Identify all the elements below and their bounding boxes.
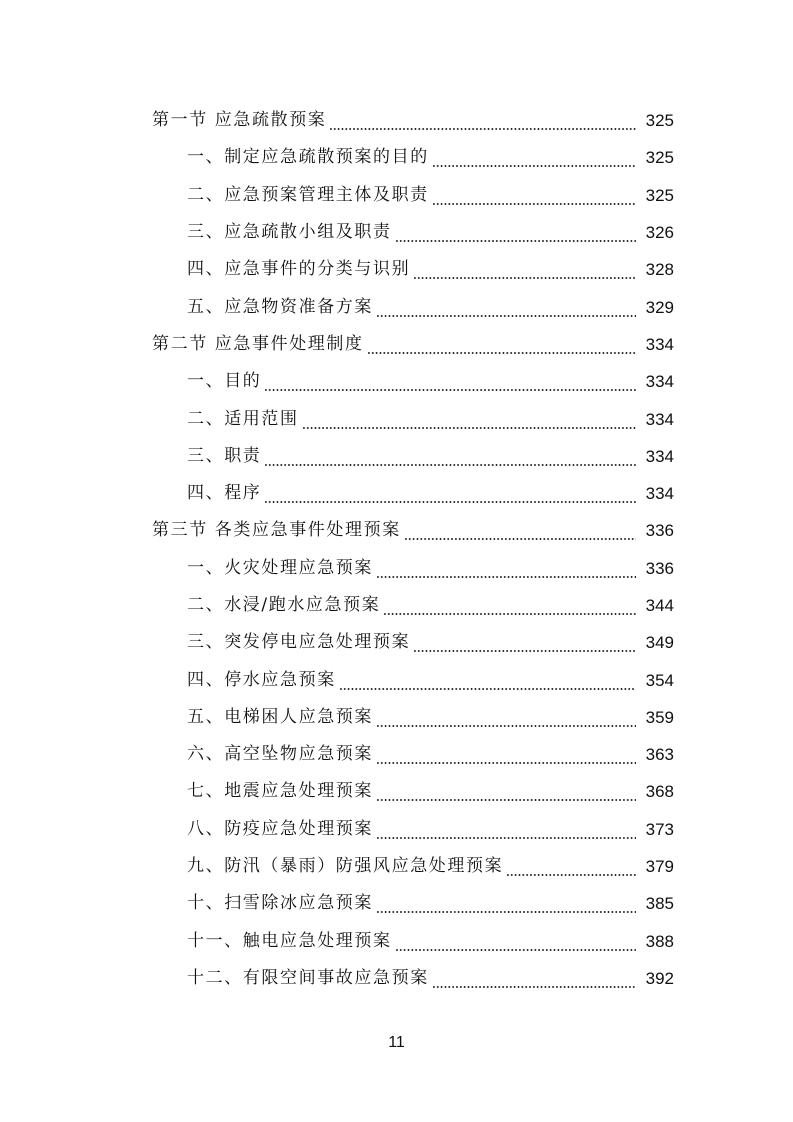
toc-entry-page-number: 359: [645, 707, 674, 727]
toc-subsection-entry[interactable]: [0, 923, 793, 960]
toc-subsection-entry[interactable]: [0, 661, 793, 698]
toc-dot-leader: [339, 673, 636, 691]
toc-entry-page-number: 336: [645, 558, 674, 578]
toc-entry-title: 四、停水应急预案: [187, 669, 336, 690]
toc-dot-leader: [404, 523, 636, 541]
toc-dot-leader: [413, 635, 636, 653]
toc-entry-page-number: 373: [645, 819, 674, 839]
toc-dot-leader: [383, 598, 636, 616]
toc-subsection-entry[interactable]: [0, 736, 793, 773]
toc-subsection-entry[interactable]: [0, 885, 793, 922]
toc-entry-page-number: 336: [645, 521, 674, 541]
toc-subsection-entry[interactable]: [0, 587, 793, 624]
toc-dot-leader: [376, 896, 636, 914]
toc-dot-leader: [329, 113, 636, 131]
toc-section-entry[interactable]: [0, 102, 793, 139]
toc-dot-leader: [376, 710, 636, 728]
toc-entry-page-number: 325: [645, 185, 674, 205]
toc-subsection-entry[interactable]: [0, 139, 793, 176]
toc-entry-title: 五、应急物资准备方案: [187, 296, 373, 317]
toc-entry-page-number: 392: [645, 968, 674, 988]
toc-dot-leader: [432, 188, 636, 206]
toc-entry-title: 七、地震应急处理预案: [187, 781, 373, 802]
table-of-contents: [0, 102, 793, 997]
toc-entry-page-number: 334: [645, 446, 674, 466]
toc-entry-page-number: 354: [645, 670, 674, 690]
toc-dot-leader: [376, 822, 636, 840]
toc-entry-title: 一、目的: [187, 371, 262, 392]
toc-subsection-entry[interactable]: [0, 438, 793, 475]
toc-entry-title: 三、突发停电应急处理预案: [187, 632, 411, 653]
toc-subsection-entry[interactable]: [0, 773, 793, 810]
toc-entry-title: 五、电梯困人应急预案: [187, 706, 373, 727]
toc-entry-page-number: 334: [645, 372, 674, 392]
toc-entry-page-number: 325: [645, 148, 674, 168]
toc-entry-title: 六、高空坠物应急预案: [187, 744, 373, 765]
toc-entry-title: 第三节 各类应急事件处理预案: [152, 520, 401, 541]
toc-entry-page-number: 334: [645, 334, 674, 354]
toc-entry-title: 二、适用范围: [187, 408, 299, 429]
toc-subsection-entry[interactable]: [0, 214, 793, 251]
toc-section-entry[interactable]: [0, 326, 793, 363]
toc-entry-title: 十、扫雪除冰应急预案: [187, 893, 373, 914]
toc-entry-page-number: 329: [645, 297, 674, 317]
toc-dot-leader: [376, 784, 636, 802]
page-number: 11: [388, 1034, 405, 1051]
toc-dot-leader: [432, 150, 636, 168]
toc-dot-leader: [264, 374, 636, 392]
toc-dot-leader: [376, 561, 636, 579]
toc-subsection-entry[interactable]: [0, 251, 793, 288]
toc-dot-leader: [302, 412, 636, 430]
toc-dot-leader: [395, 225, 636, 243]
toc-dot-leader: [506, 859, 636, 877]
toc-dot-leader: [264, 486, 636, 504]
toc-subsection-entry[interactable]: [0, 550, 793, 587]
toc-subsection-entry[interactable]: [0, 400, 793, 437]
toc-dot-leader: [264, 449, 636, 467]
toc-subsection-entry[interactable]: [0, 960, 793, 997]
toc-subsection-entry[interactable]: [0, 624, 793, 661]
toc-subsection-entry[interactable]: [0, 363, 793, 400]
toc-entry-page-number: 368: [645, 782, 674, 802]
toc-subsection-entry[interactable]: [0, 811, 793, 848]
toc-entry-title: 十一、触电应急处理预案: [187, 930, 392, 951]
toc-entry-page-number: 334: [645, 484, 674, 504]
toc-section-entry[interactable]: [0, 512, 793, 549]
toc-subsection-entry[interactable]: [0, 699, 793, 736]
toc-entry-page-number: 325: [645, 111, 674, 131]
toc-entry-page-number: 385: [645, 894, 674, 914]
toc-entry-page-number: 379: [645, 857, 674, 877]
toc-subsection-entry[interactable]: [0, 475, 793, 512]
toc-entry-page-number: 326: [645, 223, 674, 243]
toc-entry-title: 十二、有限空间事故应急预案: [187, 967, 429, 988]
toc-entry-title: 三、职责: [187, 445, 262, 466]
toc-dot-leader: [413, 262, 636, 280]
toc-dot-leader: [376, 747, 636, 765]
toc-subsection-entry[interactable]: [0, 177, 793, 214]
toc-entry-page-number: 388: [645, 931, 674, 951]
toc-dot-leader: [395, 934, 636, 952]
toc-entry-title: 二、水浸/跑水应急预案: [187, 595, 381, 615]
toc-entry-title: 九、防汛（暴雨）防强风应急处理预案: [187, 856, 504, 877]
toc-entry-title: 二、应急预案管理主体及职责: [187, 184, 429, 205]
toc-dot-leader: [367, 337, 636, 355]
toc-entry-page-number: 334: [645, 409, 674, 429]
toc-entry-page-number: 363: [645, 745, 674, 765]
toc-dot-leader: [376, 300, 636, 318]
toc-entry-title: 三、应急疏散小组及职责: [187, 222, 392, 243]
toc-entry-title: 第一节 应急疏散预案: [152, 110, 327, 131]
toc-entry-page-number: 328: [645, 260, 674, 280]
toc-entry-page-number: 349: [645, 633, 674, 653]
toc-subsection-entry[interactable]: [0, 848, 793, 885]
toc-entry-page-number: 344: [645, 596, 674, 615]
toc-entry-title: 八、防疫应急处理预案: [187, 818, 373, 839]
toc-entry-title: 一、制定应急疏散预案的目的: [187, 147, 429, 168]
toc-subsection-entry[interactable]: [0, 288, 793, 325]
toc-entry-title: 四、程序: [187, 483, 262, 504]
toc-entry-title: 一、火灾处理应急预案: [187, 557, 373, 578]
toc-dot-leader: [432, 971, 636, 989]
toc-entry-title: 第二节 应急事件处理制度: [152, 333, 364, 354]
toc-entry-title: 四、应急事件的分类与识别: [187, 259, 411, 280]
